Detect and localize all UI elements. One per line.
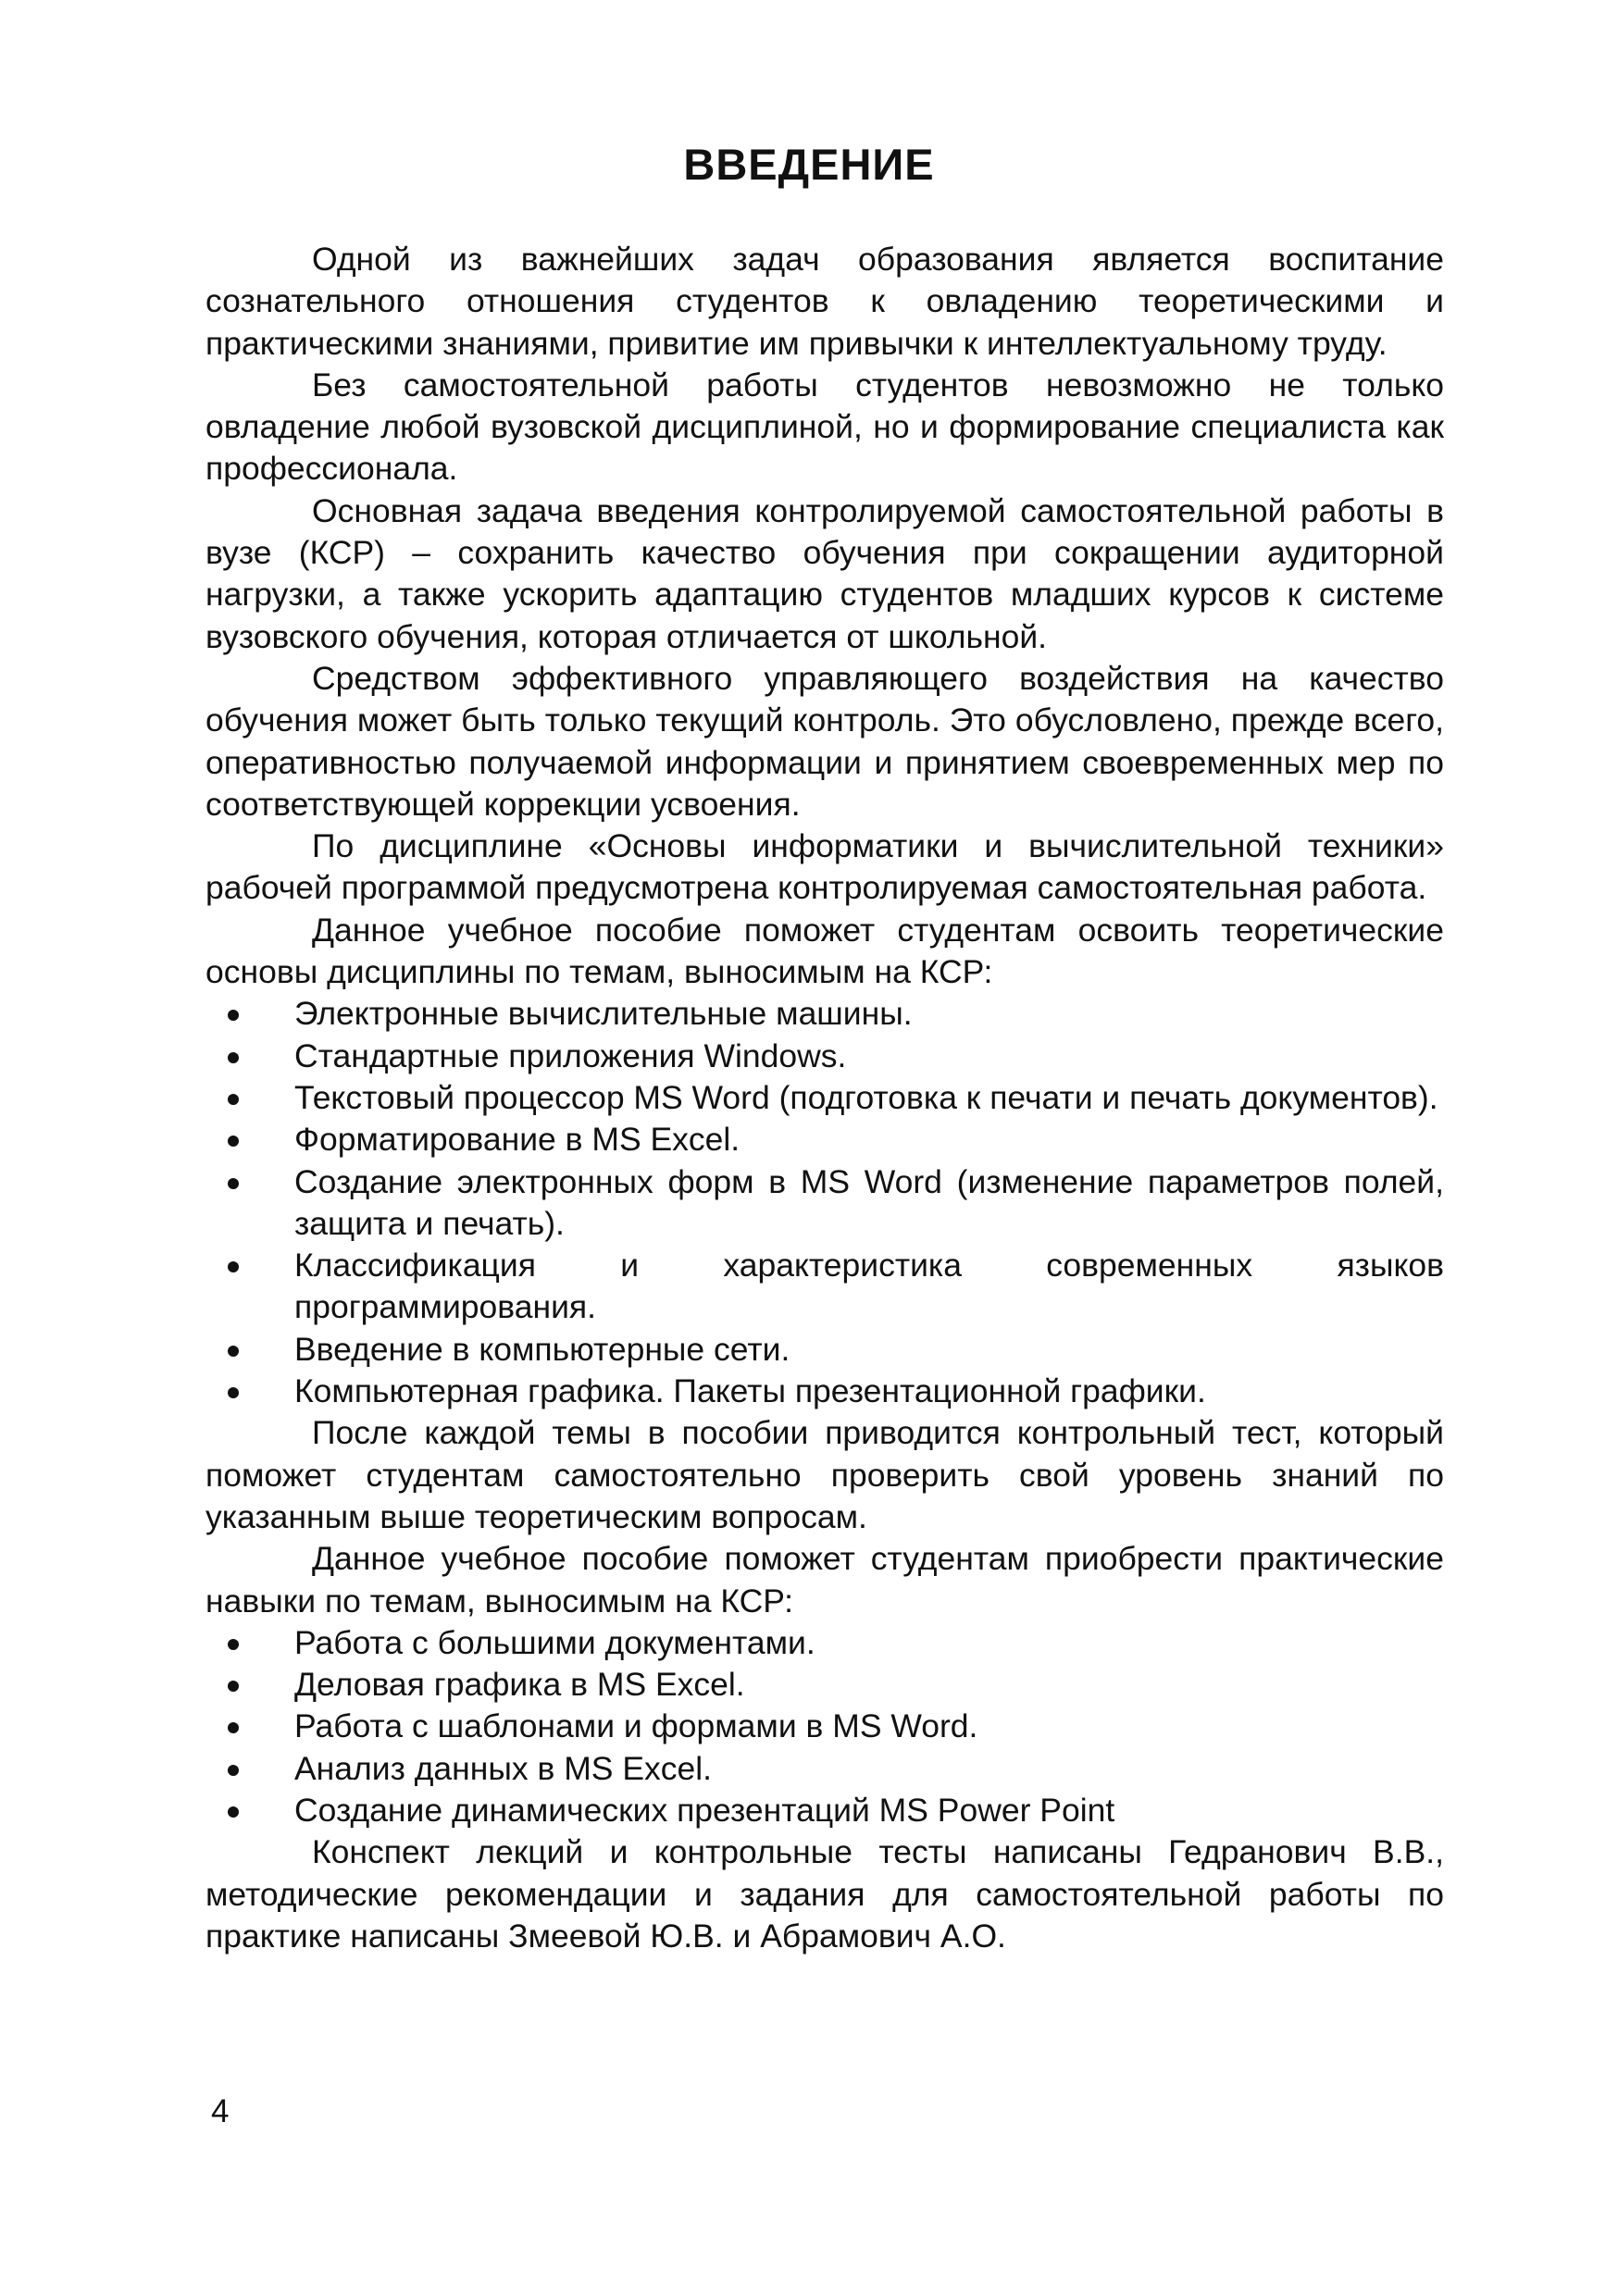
paragraph: Данное учебное пособие поможет студентам освоить теоретические основы дисциплины по темам, выносимым на КСР:	[205, 911, 1444, 991]
bullet-icon	[228, 1010, 239, 1021]
paragraph: Без самостоятельной работы студентов невозможно не только овладение любой вузовской дисциплиной, но и формирование специалиста как профессионала.	[205, 366, 1444, 488]
list-item: Электронные вычислительные машины.	[205, 993, 1444, 1035]
page-title: ВВЕДЕНИЕ	[683, 140, 935, 189]
bullet-icon	[228, 1387, 239, 1398]
paragraph: По дисциплине «Основы информатики и вычислительной техники» рабочей программой предусмотрена контролируемая самостоятельная работа.	[205, 827, 1444, 907]
bullet-icon	[228, 1052, 239, 1063]
list-item: Создание электронных форм в MS Word (изменение параметров полей, защита и печать).	[205, 1161, 1444, 1246]
bullet-icon	[228, 1094, 239, 1105]
list-item: Работа с шаблонами и формами в MS Word.	[205, 1706, 1444, 1747]
closing-paragraph: Конспект лекций и контрольные тесты написаны Гедранович В.В., методические рекомендации и задания для самостоятельной работы по практике написаны Змеевой Ю.В. и Абрамович А.О.	[205, 1833, 1444, 1955]
list-item: Введение в компьютерные сети.	[205, 1329, 1444, 1371]
paragraph: Данное учебное пособие поможет студентам приобрести практические навыки по темам, выносимым на КСР:	[205, 1540, 1444, 1620]
list-item: Компьютерная графика. Пакеты презентационной графики.	[205, 1371, 1444, 1412]
body-text	[205, 239, 1444, 1957]
theory-topics-list	[205, 993, 1444, 1412]
bullet-icon	[228, 1178, 239, 1189]
paragraph: Средством эффективного управляющего воздействия на качество обучения может быть только текущий контроль. Это обусловлено, прежде всего, оперативностью получаемой информации и принятием своевременных мер по соответствующей коррекции усвоения.	[205, 659, 1444, 823]
practice-topics-list	[205, 1622, 1444, 1831]
list-item: Текстовый процессор MS Word (подготовка к печати и печать документов).	[205, 1077, 1444, 1119]
list-item: Форматирование в MS Excel.	[205, 1119, 1444, 1160]
paragraph: Одной из важнейших задач образования является воспитание сознательного отношения студентов к овладению теоретическими и практическими знаниями, привитие им привычки к интеллектуальному труду.	[205, 241, 1444, 362]
bullet-icon	[228, 1136, 239, 1147]
list-item: Создание динамических презентаций MS Power Point	[205, 1790, 1444, 1831]
bullet-icon	[228, 1639, 239, 1650]
bullet-icon	[228, 1681, 239, 1692]
bullet-icon	[228, 1261, 239, 1272]
paragraph: Основная задача введения контролируемой самостоятельной работы в вузе (КСР) – сохранить качество обучения при сокращении аудиторной нагрузки, а также ускорить адаптацию студентов младших курсов к системе вузовского обучения, которая отличается от школьной.	[205, 491, 1444, 655]
list-item: Деловая графика в MS Excel.	[205, 1664, 1444, 1706]
bullet-icon	[228, 1765, 239, 1776]
list-item: Стандартные приложения Windows.	[205, 1036, 1444, 1077]
bullet-icon	[228, 1722, 239, 1733]
bullet-icon	[228, 1346, 239, 1357]
bullet-icon	[228, 1806, 239, 1818]
list-item: Классификация и характеристика современных языков программирования.	[205, 1245, 1444, 1329]
paragraph: После каждой темы в пособии приводится контрольный тест, который поможет студентам самостоятельно проверить свой уровень знаний по указанным выше теоретическим вопросам.	[205, 1414, 1444, 1535]
page-number: 4	[211, 2093, 230, 2129]
list-item: Анализ данных в MS Excel.	[205, 1748, 1444, 1790]
list-item: Работа с большими документами.	[205, 1622, 1444, 1664]
